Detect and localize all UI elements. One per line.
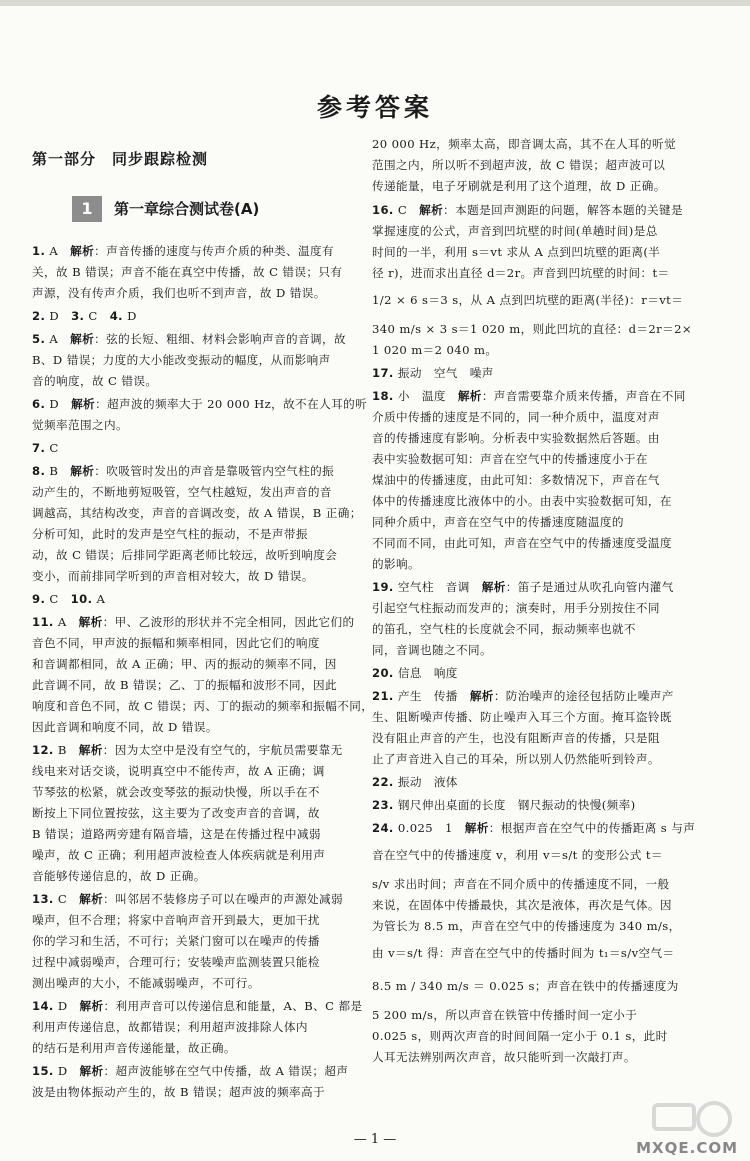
explanation-text: 不同而不同，由此可知，声音在空气中的传播速度受温度	[372, 536, 672, 550]
explanation-text: 同，音调也随之不同。	[372, 643, 492, 657]
answer-line	[32, 636, 320, 650]
answer-line	[372, 580, 674, 594]
page-title: 参考答案	[316, 93, 433, 122]
answer-line	[32, 506, 362, 520]
answer-line	[372, 431, 660, 445]
answer-line	[32, 976, 260, 990]
answer-choice: D	[53, 999, 80, 1013]
answer-choice: 空气柱 音调	[393, 580, 482, 594]
answer-line	[32, 806, 320, 820]
explanation-text: 因此音调和响度不同，故 D 错误。	[32, 720, 218, 734]
explanation-text: ：利用声音可以传递信息和能量，A、B、C 都是	[103, 999, 363, 1013]
explanation-text: 音在空气中的传播速度 v，利用 v＝s/t 的变形公式 t＝	[372, 848, 663, 862]
answer-line	[372, 731, 660, 745]
explanation-label: 解析	[79, 892, 104, 906]
question-number: 19.	[372, 580, 394, 594]
answer-line	[32, 397, 367, 411]
answer-line	[32, 592, 105, 606]
answer-line	[372, 410, 660, 424]
answer-line	[372, 752, 660, 766]
answer-line	[32, 785, 320, 799]
answer-choice: C	[84, 309, 110, 323]
answer-line	[32, 569, 314, 583]
explanation-label: 解析	[469, 689, 494, 703]
explanation-text: ：超声波能够在空气中传播，故 A 错误；超声	[103, 1064, 349, 1078]
explanation-text: 来说，在固体中传播最快，其次是液体，再次是气体。因	[372, 898, 672, 912]
explanation-text: B、D 错误；力度的大小能改变振动的幅度，从而影响声	[32, 353, 331, 367]
answer-line	[372, 1008, 637, 1022]
explanation-text: 引起空气柱振动而发声的；演奏时，用手分别按住不同	[372, 601, 660, 615]
answer-line	[372, 322, 692, 336]
explanation-text: 1 020 m＝2 040 m。	[372, 343, 498, 357]
explanation-text: 掌握速度的公式，声音到凹坑壁的时间(单趟时间)是总	[372, 224, 658, 238]
answer-choice: 钢尺伸出桌面的长度 钢尺振动的快慢(频率)	[393, 798, 636, 812]
explanation-text: 和音调都相同，故 A 正确；甲、丙的振动的频率不同，因	[32, 657, 337, 671]
page-number: — 1 —	[353, 1132, 397, 1147]
answer-line	[372, 452, 648, 466]
explanation-text: s/v 求出时间；声音在不同介质中的传播速度不同，一般	[372, 877, 670, 891]
answer-line	[32, 332, 346, 346]
answer-line	[32, 678, 337, 692]
question-number: 18.	[372, 389, 394, 403]
question-number: 12.	[32, 743, 54, 757]
explanation-text: 噪声，故 C 正确；利用超声波检查人体疾病就是利用声	[32, 848, 326, 862]
chapter-title: 第一章综合测试卷(A)	[114, 200, 260, 218]
question-number: 15.	[32, 1064, 54, 1078]
watermark-text: MXQE.COM	[636, 1139, 738, 1157]
answer-line	[372, 601, 660, 615]
explanation-text: 的笛孔，空气柱的长度就会不同，振动频率也就不	[372, 622, 636, 636]
question-number: 16.	[372, 203, 394, 217]
question-number: 11.	[32, 615, 54, 629]
answer-line	[32, 869, 206, 883]
chapter-number-badge: 1	[72, 196, 102, 222]
explanation-text: ：笛子是通过从吹孔向管内灌气	[505, 580, 674, 594]
answer-line	[372, 798, 636, 812]
answer-line	[32, 615, 354, 629]
explanation-text: 生、阻断噪声传播、防止噪声入耳三个方面。掩耳盗铃既	[372, 710, 672, 724]
answer-line	[372, 1029, 668, 1043]
explanation-text: ：超声波的频率大于 20 000 Hz，故不在人耳的听	[95, 397, 368, 411]
answer-line	[372, 536, 672, 550]
explanation-text: 传递能量，电子牙刷就是利用了这个道理，故 D 正确。	[372, 179, 666, 193]
explanation-label: 解析	[71, 397, 96, 411]
answer-line	[372, 775, 458, 789]
answer-line	[372, 494, 672, 508]
explanation-label: 解析	[464, 821, 489, 835]
answer-line	[32, 418, 128, 432]
question-number: 2.	[32, 309, 46, 323]
explanation-text: B 错误；道路两旁建有隔音墙，这是在传播过程中减弱	[32, 827, 321, 841]
answer-line	[32, 374, 157, 388]
answer-line	[32, 892, 343, 906]
question-number: 24.	[372, 821, 394, 835]
answer-line	[372, 224, 658, 238]
answer-line	[372, 515, 624, 529]
answer-line	[32, 955, 320, 969]
explanation-label: 解析	[79, 1064, 104, 1078]
answer-choice: D	[45, 397, 72, 411]
explanation-text: 此音调不同，故 B 错误；乙、丁的振幅和波形不同，因此	[32, 678, 337, 692]
answer-line	[32, 353, 331, 367]
answer-choice: B	[53, 743, 79, 757]
answer-choice: 振动 空气 噪声	[393, 366, 494, 380]
answer-line	[32, 1041, 236, 1055]
explanation-text: 变小，而前排同学听到的声音相对较大，故 D 错误。	[32, 569, 314, 583]
explanation-text: 由 v＝s/t 得：声音在空气中的传播时间为 t₁＝s/v空气＝	[372, 946, 675, 960]
answer-line	[32, 999, 362, 1013]
explanation-text: ：防治噪声的途径包括防止噪声产	[493, 689, 674, 703]
explanation-text: 介质中传播的速度是不同的，同一种介质中，温度对声	[372, 410, 660, 424]
explanation-text: 音能够传递信息的，故 D 正确。	[32, 869, 206, 883]
explanation-text: 340 m/s × 3 s＝1 020 m，则此凹坑的直径：d＝2r＝2×	[372, 322, 692, 336]
answer-choice: A	[53, 615, 79, 629]
answer-line	[32, 441, 59, 455]
answer-choice: C	[45, 592, 71, 606]
explanation-label: 解析	[457, 389, 482, 403]
explanation-text: 测出噪声的大小，不能减弱噪声，不可行。	[32, 976, 260, 990]
explanation-text: 动，故 C 错误；后排同学距离老师比较远，故听到响度会	[32, 548, 338, 562]
explanation-text: ：本题是回声测距的问题，解答本题的关键是	[443, 203, 683, 217]
explanation-label: 解析	[70, 244, 95, 258]
explanation-text: 觉频率范围之内。	[32, 418, 128, 432]
answer-line	[372, 643, 492, 657]
explanation-text: 你的学习和生活，不可行；关紧门窗可以在噪声的传播	[32, 934, 320, 948]
question-number: 13.	[32, 892, 54, 906]
explanation-label: 解析	[481, 580, 506, 594]
explanation-text: 范围之内，所以听不到超声波，故 C 错误；超声波可以	[372, 158, 666, 172]
answer-line	[32, 848, 325, 862]
answer-line	[32, 1020, 308, 1034]
explanation-text: 止了声音进入自己的耳朵，所以别人仍然能听到铃声。	[372, 752, 660, 766]
answer-line	[32, 699, 373, 713]
answer-choice: C	[53, 892, 80, 906]
question-number: 3.	[71, 309, 85, 323]
explanation-label: 解析	[70, 332, 95, 346]
answer-line	[372, 389, 686, 403]
answer-line	[32, 743, 343, 757]
explanation-text: 时间的一半，利用 s＝vt 求从 A 点到凹坑壁的距离(半	[372, 245, 661, 259]
answer-line	[372, 666, 458, 680]
explanation-text: 同种介质中，声音在空气中的传播速度随温度的	[372, 515, 624, 529]
explanation-text: 过程中减弱噪声，合理可行；安装噪声监测装置只能检	[32, 955, 320, 969]
answer-line	[32, 548, 337, 562]
answer-line	[32, 720, 218, 734]
answer-line	[372, 203, 683, 217]
explanation-text: 音的响度，故 C 错误。	[32, 374, 158, 388]
answer-line	[32, 913, 320, 927]
answer-choice: A	[45, 244, 71, 258]
top-scan-strip	[0, 0, 750, 6]
answer-choice: 0.025 1	[393, 821, 465, 835]
explanation-text: ：声音传播的速度与传声介质的种类、温度有	[94, 244, 335, 258]
explanation-text: 调越高，其结构改变，声音的音调改变，故 A 错误，B 正确；	[32, 506, 362, 520]
answer-line	[372, 179, 666, 193]
question-number: 7.	[32, 441, 46, 455]
answer-line	[32, 464, 334, 478]
explanation-text: 5 200 m/s，所以声音在铁管中传播时间一定小于	[372, 1008, 638, 1022]
answer-line	[372, 293, 683, 307]
explanation-text: ：根据声音在空气中的传播距离 s 与声	[488, 821, 696, 835]
answer-line	[372, 266, 670, 280]
answer-line	[32, 244, 334, 258]
explanation-label: 解析	[78, 615, 103, 629]
explanation-text: 波是由物体振动产生的，故 B 错误；超声波的频率高于	[32, 1085, 325, 1099]
answer-line	[372, 158, 665, 172]
question-number: 22.	[372, 775, 394, 789]
question-number: 14.	[32, 999, 54, 1013]
answer-line	[32, 1085, 325, 1099]
explanation-text: 的结石是利用声音传递能量，故正确。	[32, 1041, 236, 1055]
explanation-text: 表中实验数据可知：声音在空气中的传播速度小于在	[372, 452, 648, 466]
explanation-text: 1/2 × 6 s＝3 s，从 A 点到凹坑壁的距离(半径)：r＝vt＝	[372, 293, 684, 307]
question-number: 4.	[109, 309, 123, 323]
part-heading: 第一部分 同步跟踪检测	[32, 150, 209, 168]
explanation-text: 噪声，但不合理；将家中音响声音开到最大，更加干扰	[32, 913, 320, 927]
answer-line	[372, 946, 675, 960]
answer-line	[372, 343, 497, 357]
explanation-text: 响度和音色不同，故 C 错误；丙、丁的振动的频率和振幅不同，	[32, 699, 374, 713]
answer-line	[372, 689, 674, 703]
answer-choice: 信息 响度	[393, 666, 458, 680]
question-number: 21.	[372, 689, 394, 703]
answer-line	[32, 827, 321, 841]
answer-choice: D	[122, 309, 137, 323]
explanation-text: 0.025 s，则两次声音的时间间隔一定小于 0.1 s，此时	[372, 1029, 668, 1043]
answer-choice: A	[92, 592, 106, 606]
explanation-text: 线电来对话交谈，说明真空中不能传声，故 A 正确；调	[32, 764, 325, 778]
answer-line	[32, 934, 320, 948]
answer-choice: B	[45, 464, 71, 478]
answer-line	[372, 710, 672, 724]
explanation-text: 利用声传递信息，故都错误；利用超声波排除人体内	[32, 1020, 308, 1034]
answer-line	[32, 485, 332, 499]
question-number: 17.	[372, 366, 394, 380]
answer-line	[372, 919, 681, 933]
answer-line	[372, 366, 494, 380]
answer-line	[32, 527, 308, 541]
explanation-text: 20 000 Hz，频率太高，即音调太高，其不在人耳的听觉	[372, 137, 676, 151]
answer-line	[372, 557, 420, 571]
answer-choice: D	[53, 1064, 80, 1078]
explanation-text: 音色不同，甲声波的振幅和频率相同，因此它们的响度	[32, 636, 320, 650]
answer-line	[372, 898, 672, 912]
explanation-text: 没有阻止声音的产生，也没有阻断声音的传播，只是阻	[372, 731, 660, 745]
answer-line	[372, 848, 663, 862]
explanation-text: ：因为太空中是没有空气的，宇航员需要靠无	[102, 743, 343, 757]
question-number: 5.	[32, 332, 46, 346]
question-number: 23.	[372, 798, 394, 812]
explanation-text: 体中的传播速度比液体中的小。由表中实验数据可知，在	[372, 494, 672, 508]
answer-choice: C	[393, 203, 420, 217]
question-number: 8.	[32, 464, 46, 478]
question-number: 20.	[372, 666, 394, 680]
explanation-text: ：弦的长短、粗细、材料会影响声音的音调，故	[94, 332, 347, 346]
answer-line	[372, 137, 676, 151]
explanation-text: 动产生的，不断地剪短吸管，空气柱越短，发出声音的音	[32, 485, 332, 499]
explanation-text: 断按上下同位置按弦，这主要为了改变声音的音调，故	[32, 806, 320, 820]
answer-choice: A	[45, 332, 71, 346]
explanation-text: 8.5 m / 340 m/s ＝ 0.025 s；声音在铁中的传播速度为	[372, 979, 679, 993]
explanation-text: 的影响。	[372, 557, 420, 571]
explanation-text: ：吹吸管时发出的声音是靠吸管内空气柱的振	[94, 464, 335, 478]
answer-line	[32, 265, 342, 279]
explanation-text: ：叫邻居不装修房子可以在噪声的声源处减弱	[103, 892, 343, 906]
answer-choice: D	[45, 309, 72, 323]
answer-choice: 振动 液体	[393, 775, 458, 789]
answer-line	[372, 622, 636, 636]
explanation-text: 径 r)，进而求出直径 d＝2r。声音到凹坑壁的时间：t＝	[372, 266, 670, 280]
explanation-text: 关，故 B 错误；声音不能在真空中传播，故 C 错误；只有	[32, 265, 343, 279]
question-number: 6.	[32, 397, 46, 411]
answer-line	[32, 1064, 348, 1078]
explanation-text: 分析可知，此时的发声是空气柱的振动，不是声带振	[32, 527, 308, 541]
answer-line	[372, 979, 679, 993]
explanation-label: 解析	[70, 464, 95, 478]
answer-line	[372, 877, 670, 891]
question-number: 1.	[32, 244, 46, 258]
explanation-label: 解析	[79, 999, 104, 1013]
explanation-label: 解析	[419, 203, 444, 217]
question-number: 10.	[70, 592, 93, 606]
explanation-text: 为管长为 8.5 m，声音在空气中的传播速度为 340 m/s，	[372, 919, 681, 933]
answer-choice: 小 温度	[393, 389, 458, 403]
answer-line	[32, 657, 337, 671]
answer-line	[372, 473, 660, 487]
answer-line	[32, 286, 326, 300]
answer-line	[372, 821, 695, 835]
question-number: 9.	[32, 592, 46, 606]
explanation-text: 声源，没有传声介质，我们也听不到声音，故 D 错误。	[32, 286, 326, 300]
explanation-label: 解析	[78, 743, 103, 757]
explanation-text: ：甲、乙波形的形状并不完全相同，因此它们的	[102, 615, 355, 629]
answer-line	[372, 1050, 636, 1064]
answer-line	[32, 764, 325, 778]
explanation-text: ：声音需要靠介质来传播，声音在不同	[481, 389, 686, 403]
explanation-text: 人耳无法辨别两次声音，故只能听到一次敲打声。	[372, 1050, 636, 1064]
explanation-text: 音的传播速度有影响。分析表中实验数据然后答题。由	[372, 431, 660, 445]
answer-choice: C	[45, 441, 59, 455]
answer-line	[32, 309, 137, 323]
answer-choice: 产生 传播	[393, 689, 470, 703]
answer-line	[372, 245, 660, 259]
explanation-text: 煤油中的传播速度，由此可知：多数情况下，声音在气	[372, 473, 660, 487]
explanation-text: 节琴弦的松紧，就会改变琴弦的振动快慢，所以手在不	[32, 785, 320, 799]
